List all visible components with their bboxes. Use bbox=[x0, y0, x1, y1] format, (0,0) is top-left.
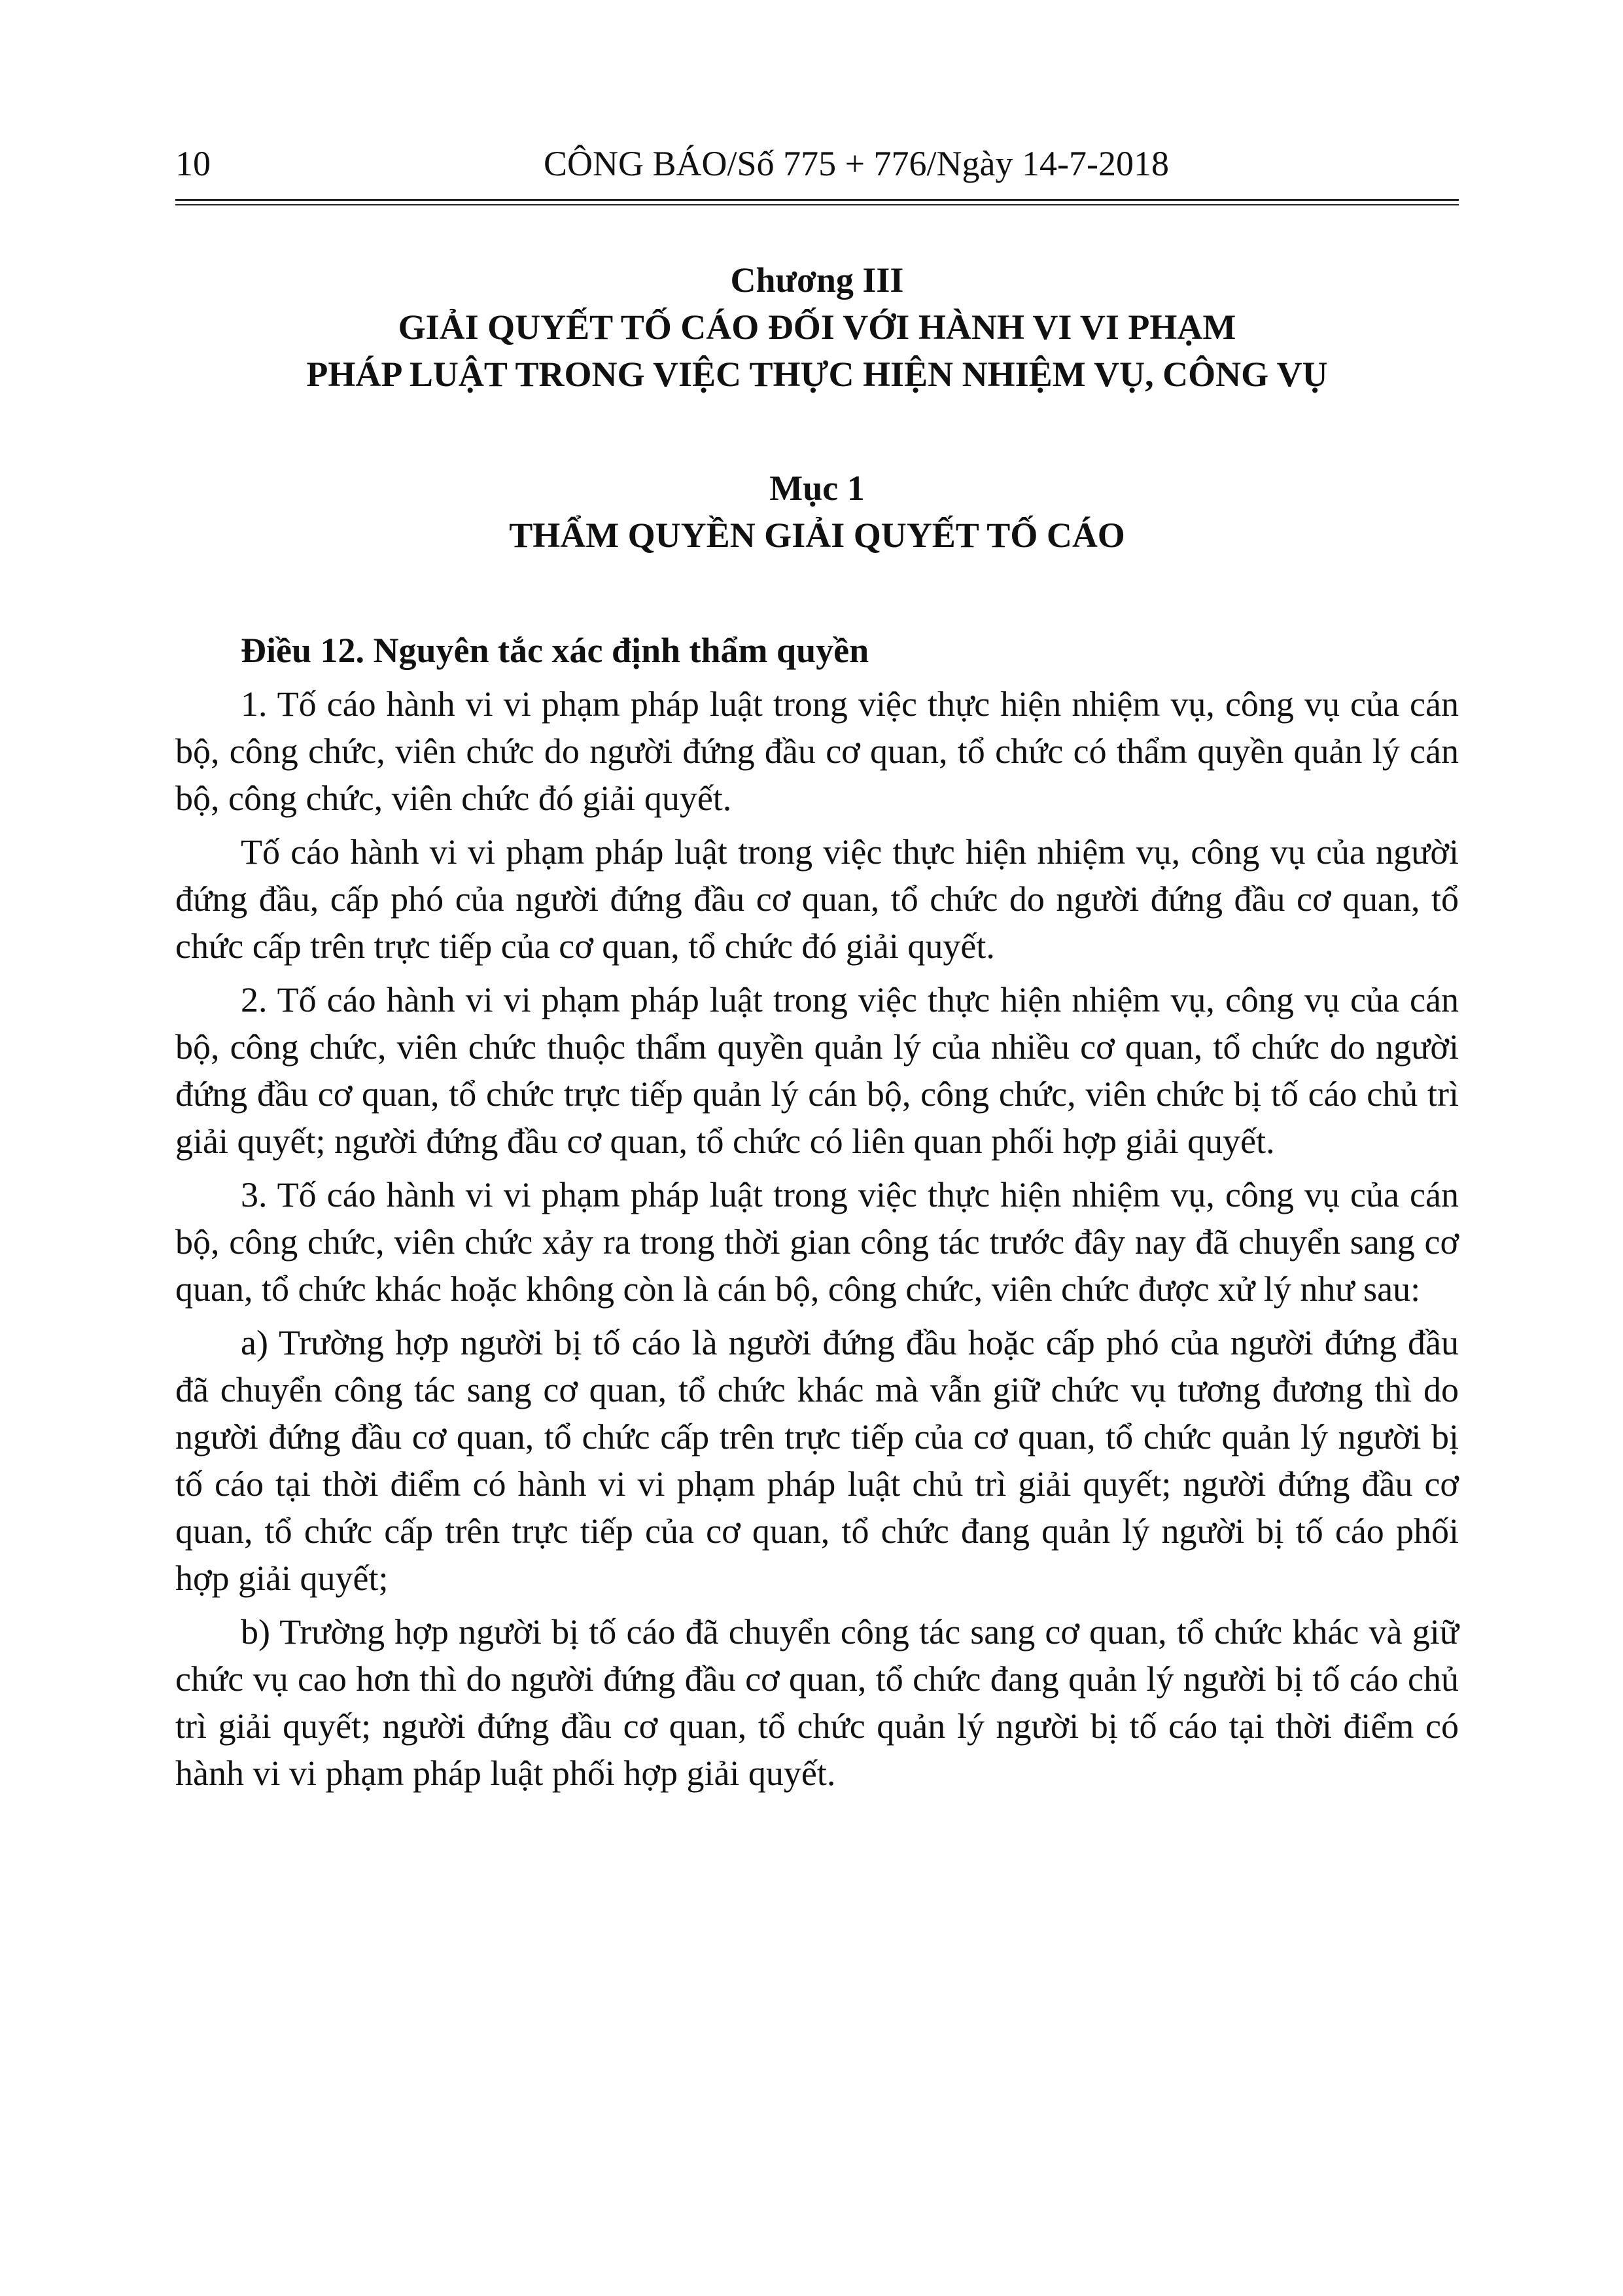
section-title: THẨM QUYỀN GIẢI QUYẾT TỐ CÁO bbox=[509, 516, 1125, 555]
chapter-title-line1: GIẢI QUYẾT TỐ CÁO ĐỐI VỚI HÀNH VI VI PHẠM bbox=[398, 308, 1236, 347]
page-header bbox=[175, 137, 1459, 190]
section-heading bbox=[175, 465, 1459, 559]
paragraph: 3. Tố cáo hành vi vi phạm pháp luật trong việc thực hiện nhiệm vụ, công vụ của cán bộ, công chức, viên chức xảy ra trong thời gian công tác trước đây nay đã chuyển sang cơ quan, tổ chức khác hoặc không còn là cán bộ, công chức, viên chức được xử lý như sau: bbox=[175, 1175, 1459, 1309]
gazette-page bbox=[175, 137, 1459, 1797]
paragraph: 1. Tố cáo hành vi vi phạm pháp luật trong việc thực hiện nhiệm vụ, công vụ của cán bộ, công chức, viên chức do người đứng đầu cơ quan, tổ chức có thẩm quyền quản lý cán bộ, công chức, viên chức đó giải quyết. bbox=[175, 684, 1459, 818]
page-number: 10 bbox=[175, 144, 211, 183]
paragraph: b) Trường hợp người bị tố cáo đã chuyển công tác sang cơ quan, tổ chức khác và giữ chức vụ cao hơn thì do người đứng đầu cơ quan, tổ chức đang quản lý người bị tố cáo chủ trì giải quyết; người đứng đầu cơ quan, tổ chức quản lý người bị tố cáo tại thời điểm có hành vi vi phạm pháp luật phối hợp giải quyết. bbox=[175, 1612, 1459, 1793]
chapter-label: Chương III bbox=[730, 260, 904, 300]
paragraph: a) Trường hợp người bị tố cáo là người đứng đầu hoặc cấp phó của người đứng đầu đã chuyển công tác sang cơ quan, tổ chức khác mà vẫn giữ chức vụ tương đương thì do người đứng đầu cơ quan, tổ chức cấp trên trực tiếp của cơ quan, tổ chức quản lý người bị tố cáo tại thời điểm có hành vi vi phạm pháp luật chủ trì giải quyết; người đứng đầu cơ quan, tổ chức cấp trên trực tiếp của cơ quan, tổ chức đang quản lý người bị tố cáo phối hợp giải quyết; bbox=[175, 1323, 1459, 1598]
section-label: Mục 1 bbox=[769, 468, 865, 508]
gazette-title: CÔNG BÁO/Số 775 + 776/Ngày 14-7-2018 bbox=[544, 144, 1169, 183]
header-double-rule bbox=[175, 199, 1459, 205]
paragraph: 2. Tố cáo hành vi vi phạm pháp luật trong việc thực hiện nhiệm vụ, công vụ của cán bộ, công chức, viên chức thuộc thẩm quyền quản lý của nhiều cơ quan, tổ chức do người đứng đầu cơ quan, tổ chức trực tiếp quản lý cán bộ, công chức, viên chức bị tố cáo chủ trì giải quyết; người đứng đầu cơ quan, tổ chức có liên quan phối hợp giải quyết. bbox=[175, 980, 1459, 1161]
article-body bbox=[175, 680, 1459, 1797]
chapter-heading bbox=[175, 256, 1459, 398]
paragraph: Tố cáo hành vi vi phạm pháp luật trong việc thực hiện nhiệm vụ, công vụ của người đứng đầu, cấp phó của người đứng đầu cơ quan, tổ chức do người đứng đầu cơ quan, tổ chức cấp trên trực tiếp của cơ quan, tổ chức đó giải quyết. bbox=[175, 832, 1459, 966]
chapter-title-line2: PHÁP LUẬT TRONG VIỆC THỰC HIỆN NHIỆM VỤ, CÔNG VỤ bbox=[306, 355, 1328, 394]
article-title: Điều 12. Nguyên tắc xác định thẩm quyền bbox=[241, 631, 869, 670]
